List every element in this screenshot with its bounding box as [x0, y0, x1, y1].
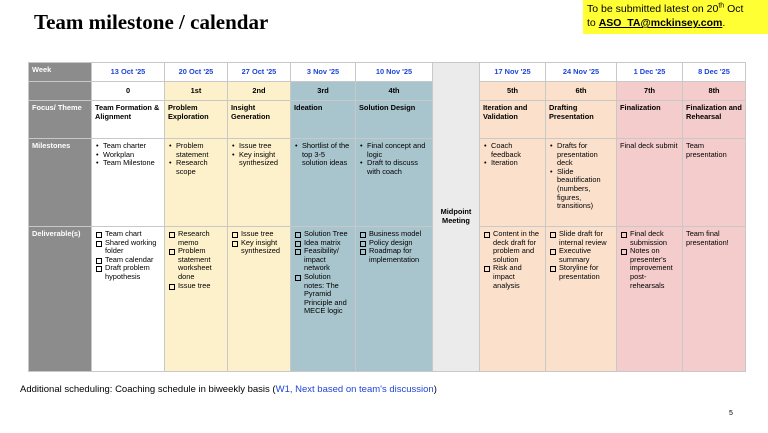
page-number: 5: [729, 410, 733, 417]
row-label-milestones: Milestones: [29, 139, 92, 227]
deliverable-item: Slide draft for internal review: [549, 230, 613, 247]
row-label-focus: Focus/ Theme: [29, 101, 92, 139]
deliverables-cell: [480, 227, 546, 372]
session-number: 6th: [546, 82, 617, 101]
midpoint-meeting-cell: Midpoint Meeting: [433, 63, 480, 372]
row-label-week: Week: [29, 63, 92, 82]
milestones-cell: [165, 139, 228, 227]
deliverable-item: Storyline for presentation: [549, 264, 613, 281]
deliverable-item: Notes on presenter's improvement post-rehearsals: [620, 247, 679, 290]
milestones-cell: [92, 139, 165, 227]
milestones-cell: [480, 139, 546, 227]
deliverable-item: Key insight synthesized: [231, 239, 287, 256]
session-number: 4th: [356, 82, 433, 101]
session-number: 2nd: [228, 82, 291, 101]
deliverable-item: Roadmap for implementation: [359, 247, 429, 264]
week-cell: 20 Oct '25: [165, 63, 228, 82]
milestone-item: • Research scope: [168, 159, 224, 176]
row-label-blank: [29, 82, 92, 101]
milestone-item: • Team charter: [95, 142, 161, 151]
deliverables-cell: Team final presentation!: [683, 227, 746, 372]
session-number: 7th: [617, 82, 683, 101]
footer-note: Additional scheduling: Coaching schedule in biweekly basis (W1, Next based on team's discussion): [20, 384, 437, 395]
row-label-deliverables: Deliverable(s): [29, 227, 92, 372]
focus-theme: Solution Design: [356, 101, 433, 139]
submission-note-line1: To be submitted latest on 20th Oct: [587, 2, 744, 15]
deliverable-item: Research memo: [168, 230, 224, 247]
deliverable-item: Team chart: [95, 230, 161, 239]
milestone-item: • Iteration: [483, 159, 542, 168]
milestone-item: • Drafts for presentation deck: [549, 142, 613, 168]
deliverable-item: Executive summary: [549, 247, 613, 264]
deliverable-item: Shared working folder: [95, 239, 161, 256]
footer-link: W1, Next based on team's discussion: [275, 384, 434, 395]
focus-row: [29, 101, 746, 139]
deliverable-item: Issue tree: [231, 230, 287, 239]
milestones-cell: [228, 139, 291, 227]
week-cell: 27 Oct '25: [228, 63, 291, 82]
deliverable-item: Team calendar: [95, 256, 161, 265]
deliverables-cell: [546, 227, 617, 372]
deliverable-item: Feasibility/ impact network: [294, 247, 352, 273]
deliverables-cell: [356, 227, 433, 372]
deliverable-item: Policy design: [359, 239, 429, 248]
week-cell: 10 Nov '25: [356, 63, 433, 82]
week-cell: 3 Nov '25: [291, 63, 356, 82]
week-cell: 13 Oct '25: [92, 63, 165, 82]
deliverables-cell: [291, 227, 356, 372]
email-link[interactable]: ASO_TA@mckinsey.com: [598, 17, 723, 29]
milestones-cell: [291, 139, 356, 227]
milestones-cell: Final deck submit: [617, 139, 683, 227]
submission-note: [583, 0, 768, 34]
deliverables-cell: [617, 227, 683, 372]
deliverable-item: Solution notes: The Pyramid Principle and MECE logic: [294, 273, 352, 316]
milestone-table: [28, 62, 746, 372]
week-cell: 24 Nov '25: [546, 63, 617, 82]
deliverable-item: Content in the deck draft for problem and solution: [483, 230, 542, 264]
week-cell: 8 Dec '25: [683, 63, 746, 82]
deliverables-row: [29, 227, 746, 372]
deliverable-item: Final deck submission: [620, 230, 679, 247]
session-number: 1st: [165, 82, 228, 101]
focus-theme: Drafting Presentation: [546, 101, 617, 139]
focus-theme: Finalization and Rehearsal: [683, 101, 746, 139]
deliverable-item: Draft problem hypothesis: [95, 264, 161, 281]
milestone-item: • Key insight synthesized: [231, 151, 287, 168]
deliverable-item: Idea matrix: [294, 239, 352, 248]
focus-theme: Team Formation & Alignment: [92, 101, 165, 139]
week-cell: 17 Nov '25: [480, 63, 546, 82]
session-number: 5th: [480, 82, 546, 101]
focus-theme: Problem Exploration: [165, 101, 228, 139]
deliverable-item: Problem statement worksheet done: [168, 247, 224, 281]
week-cell: 1 Dec '25: [617, 63, 683, 82]
milestone-item: • Shortlist of the top 3-5 solution ideas: [294, 142, 352, 168]
milestone-item: • Slide beautification (numbers, figures, transitions): [549, 168, 613, 211]
focus-theme: Insight Generation: [228, 101, 291, 139]
milestone-item: • Team Milestone: [95, 159, 161, 168]
milestone-item: • Workplan: [95, 151, 161, 160]
week-row: [29, 63, 746, 82]
milestone-item: • Final concept and logic: [359, 142, 429, 159]
milestone-item: • Problem statement: [168, 142, 224, 159]
deliverable-item: Solution Tree: [294, 230, 352, 239]
focus-theme: Ideation: [291, 101, 356, 139]
milestones-cell: [546, 139, 617, 227]
session-number: 8th: [683, 82, 746, 101]
submission-note-line2: to ASO_TA@mckinsey.com.: [587, 17, 726, 29]
milestones-row: [29, 139, 746, 227]
deliverables-cell: [92, 227, 165, 372]
deliverable-item: Business model: [359, 230, 429, 239]
focus-theme: Finalization: [617, 101, 683, 139]
milestones-cell: Team presentation: [683, 139, 746, 227]
session-number: 3rd: [291, 82, 356, 101]
session-number-row: [29, 82, 746, 101]
page-title: Team milestone / calendar: [34, 10, 269, 34]
deliverable-item: Issue tree: [168, 282, 224, 291]
deliverables-cell: [165, 227, 228, 372]
session-number: 0: [92, 82, 165, 101]
milestone-item: • Issue tree: [231, 142, 287, 151]
deliverable-item: Risk and impact analysis: [483, 264, 542, 290]
deliverables-cell: [228, 227, 291, 372]
milestone-item: • Draft to discuss with coach: [359, 159, 429, 176]
milestone-item: • Coach feedback: [483, 142, 542, 159]
milestones-cell: [356, 139, 433, 227]
focus-theme: Iteration and Validation: [480, 101, 546, 139]
